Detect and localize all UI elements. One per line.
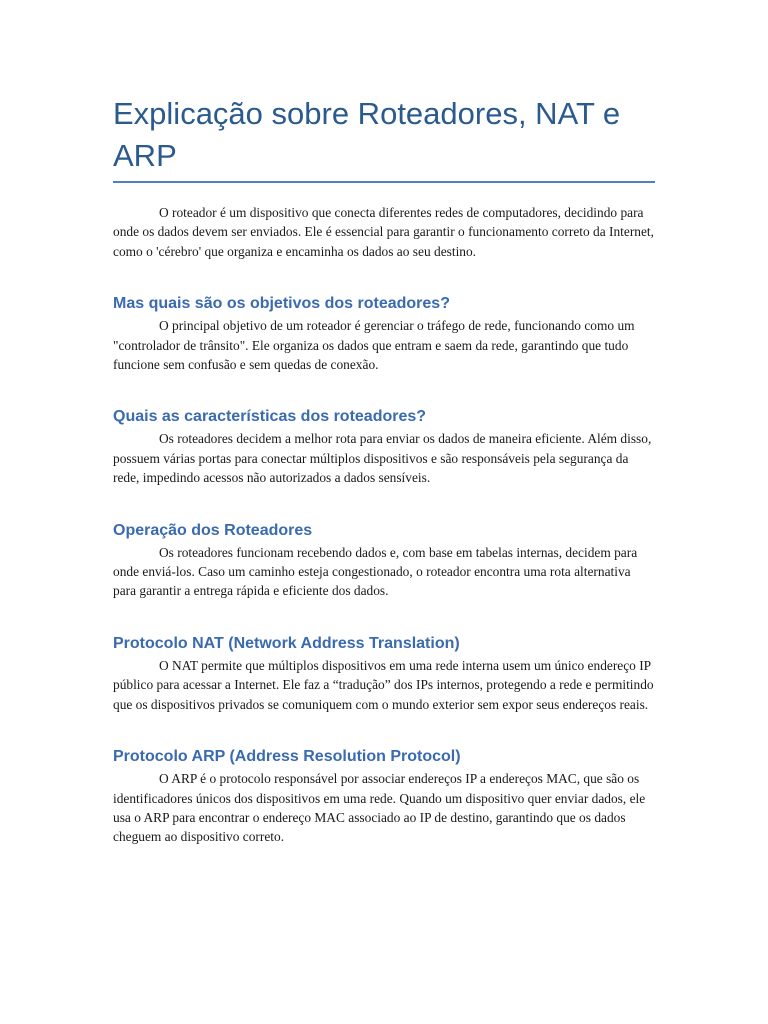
section-arp — [113, 745, 655, 847]
intro-paragraph: O roteador é um dispositivo que conecta diferentes redes de computadores, decidindo para onde os dados devem ser enviados. Ele é essencial para garantir o funcionamento correto da Internet, como o 'cérebro' que organiza e encaminha os dados ao seu destino. — [113, 205, 654, 259]
section-body: O ARP é o protocolo responsável por associar endereços IP a endereços MAC, que são os identificadores únicos dos dispositivos em uma rede. Quando um dispositivo quer enviar dados, ele usa o ARP para encontrar o endereço MAC associado ao IP de destino, garantindo que os dados cheguem ao dispositivo correto. — [113, 771, 646, 845]
section-heading: Operação dos Roteadores — [113, 521, 313, 539]
section-nat — [113, 632, 655, 714]
section-heading: Protocolo ARP (Address Resolution Protocol) — [113, 748, 461, 766]
section-operacao — [113, 519, 655, 601]
section-heading: Mas quais são os objetivos dos roteadores? — [113, 295, 450, 313]
section-body: O principal objetivo de um roteador é gerenciar o tráfego de rede, funcionando como um "controlador de trânsito". Ele organiza os dados que entram e saem da rede, garantindo que tudo funcione sem confusão e sem quedas de conexão. — [113, 318, 635, 373]
section-heading: Protocolo NAT (Network Address Translation) — [113, 634, 460, 652]
title-underline — [113, 181, 655, 183]
section-heading: Quais as características dos roteadores? — [113, 408, 427, 426]
section-body: Os roteadores funcionam recebendo dados e, com base em tabelas internas, decidem para onde enviá-los. Caso um caminho esteja congestionado, o roteador encontra uma rota alternativa para garantir a entrega rápida e eficiente dos dados. — [113, 544, 638, 599]
document-title: Explicação sobre Roteadores, NAT e ARP — [113, 96, 621, 173]
section-caracteristicas — [113, 405, 655, 487]
section-objetivos — [113, 292, 655, 374]
section-body: Os roteadores decidem a melhor rota para enviar os dados de maneira eficiente. Além disso, possuem várias portas para conectar múltiplos dispositivos e são responsáveis pela segurança da rede, impedindo acessos não autorizados a dados sensíveis. — [113, 431, 652, 486]
section-body: O NAT permite que múltiplos dispositivos em uma rede interna usem um único endereço IP público para acessar a Internet. Ele faz a “tradução” dos IPs internos, protegendo a rede e permitindo que os dispositivos privados se comuniquem com o mundo exterior sem expor seus endereços reais. — [113, 657, 654, 712]
document-page — [113, 0, 655, 847]
